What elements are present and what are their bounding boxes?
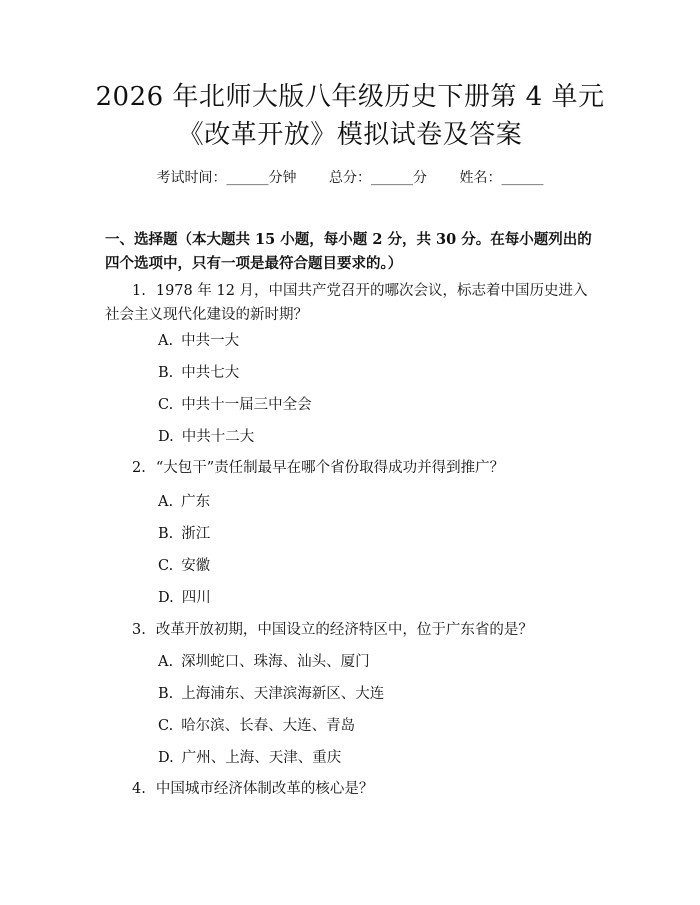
option-text: 哈尔滨、长春、大连、青岛 bbox=[181, 718, 356, 734]
exam-time-field: 考试时间：______分钟 bbox=[156, 170, 297, 186]
option-text: 四川 bbox=[181, 590, 211, 606]
option-letter: D. bbox=[158, 590, 174, 606]
question-2-option-d bbox=[158, 588, 211, 608]
question-number: 3. bbox=[132, 622, 146, 638]
question-3-option-d bbox=[158, 748, 341, 768]
document-title-line-2: 《改革开放》模拟试卷及答案 bbox=[177, 120, 523, 150]
question-2 bbox=[132, 456, 602, 480]
question-1-option-a bbox=[158, 331, 239, 351]
option-letter: C. bbox=[158, 397, 174, 413]
question-number: 4. bbox=[132, 781, 146, 797]
option-letter: B. bbox=[158, 526, 174, 542]
exam-meta bbox=[0, 170, 700, 187]
question-number: 1. bbox=[132, 283, 146, 299]
option-letter: A. bbox=[158, 333, 174, 349]
question-4 bbox=[132, 777, 602, 801]
option-text: 中共一大 bbox=[181, 333, 240, 349]
question-2-option-a bbox=[158, 492, 210, 512]
question-1-option-b bbox=[158, 363, 239, 383]
option-letter: D. bbox=[158, 429, 174, 445]
option-text: 上海浦东、天津滨海新区、大连 bbox=[181, 686, 385, 702]
option-text: 中共十二大 bbox=[181, 429, 255, 445]
question-1 bbox=[105, 279, 601, 327]
section-heading-multiple-choice: 一、选择题（本大题共 15 小题，每小题 2 分，共 30 分。在每小题列出的四个选项中，只有一项是最符合题目要求的。） bbox=[105, 231, 592, 272]
option-letter: B. bbox=[158, 686, 174, 702]
question-2-option-b bbox=[158, 524, 210, 544]
total-score-field: 总分：______分 bbox=[329, 170, 427, 186]
question-2-option-c bbox=[158, 556, 210, 576]
question-3-option-a bbox=[158, 652, 370, 672]
question-text: 改革开放初期，中国设立的经济特区中，位于广东省的是？ bbox=[155, 622, 533, 638]
question-number: 2. bbox=[132, 460, 146, 476]
option-text: 广东 bbox=[181, 494, 211, 510]
option-text: 广州、上海、天津、重庆 bbox=[181, 750, 342, 766]
option-letter: A. bbox=[158, 654, 174, 670]
document-title-line-1: 2026 年北师大版八年级历史下册第 4 单元 bbox=[95, 82, 605, 112]
name-field: 姓名：______ bbox=[459, 170, 544, 186]
question-text: 中国城市经济体制改革的核心是？ bbox=[155, 781, 374, 797]
option-text: 安徽 bbox=[181, 558, 211, 574]
option-text: 深圳蛇口、珠海、汕头、厦门 bbox=[181, 654, 370, 670]
option-letter: B. bbox=[158, 365, 174, 381]
question-3-option-c bbox=[158, 716, 355, 736]
option-text: 中共十一届三中全会 bbox=[181, 397, 312, 413]
question-text: 1978 年 12 月，中国共产党召开的哪次会议，标志着中国历史进入社会主义现代化建设的新时期？ bbox=[105, 283, 588, 323]
option-text: 浙江 bbox=[181, 526, 211, 542]
option-letter: C. bbox=[158, 558, 174, 574]
question-1-option-c bbox=[158, 395, 312, 415]
option-letter: C. bbox=[158, 718, 174, 734]
question-3 bbox=[132, 618, 602, 642]
option-text: 中共七大 bbox=[181, 365, 240, 381]
option-letter: D. bbox=[158, 750, 174, 766]
question-3-option-b bbox=[158, 684, 384, 704]
question-1-option-d bbox=[158, 427, 254, 447]
option-letter: A. bbox=[158, 494, 174, 510]
question-text: “大包干”责任制最早在哪个省份取得成功并得到推广？ bbox=[155, 460, 505, 476]
